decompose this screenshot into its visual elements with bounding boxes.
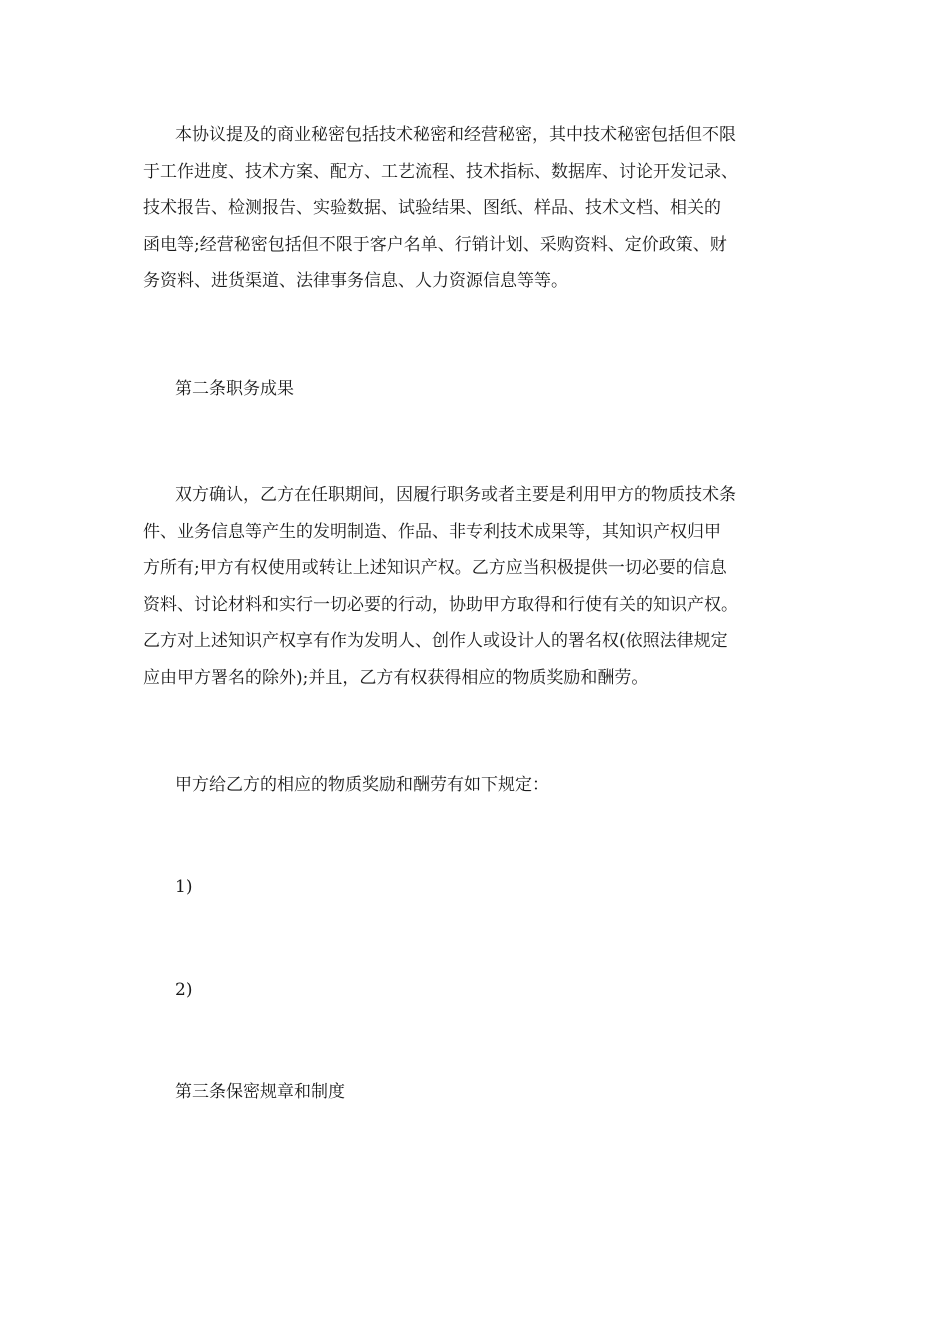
text-line: 应由甲方署名的除外);并且，乙方有权获得相应的物质奖励和酬劳。	[143, 667, 649, 688]
text-line: 方所有;甲方有权使用或转让上述知识产权。乙方应当积极提供一切必要的信息	[143, 558, 727, 579]
article-2-heading: 第二条职务成果	[175, 379, 294, 399]
text-line: 技术报告、检测报告、实验数据、试验结果、图纸、样品、技术文档、相关的	[143, 198, 721, 219]
text-line: 于工作进度、技术方案、配方、工艺流程、技术指标、数据库、讨论开发记录、	[143, 161, 738, 182]
list-item-1: 1)	[175, 877, 193, 897]
article-3-heading: 第三条保密规章和制度	[175, 1082, 345, 1102]
text-line: 双方确认，乙方在任职期间，因履行职务或者主要是利用甲方的物质技术条	[175, 485, 736, 505]
text-line: 资料、讨论材料和实行一切必要的行动，协助甲方取得和行使有关的知识产权。	[143, 594, 738, 615]
list-item-2: 2)	[175, 980, 193, 1000]
paragraph-trade-secrets	[143, 117, 807, 300]
text-line: 件、业务信息等产生的发明制造、作品、非专利技术成果等，其知识产权归甲	[143, 521, 721, 542]
text-line: 务资料、进货渠道、法律事务信息、人力资源信息等等。	[143, 271, 568, 292]
paragraph-work-results	[143, 477, 807, 697]
text-line: 乙方对上述知识产权享有作为发明人、创作人或设计人的署名权(依照法律规定	[143, 631, 728, 652]
text-line: 函电等;经营秘密包括但不限于客户名单、行销计划、采购资料、定价政策、财	[143, 234, 727, 255]
reward-intro: 甲方给乙方的相应的物质奖励和酬劳有如下规定：	[175, 775, 549, 795]
text-line: 本协议提及的商业秘密包括技术秘密和经营秘密，其中技术秘密包括但不限	[175, 125, 736, 145]
